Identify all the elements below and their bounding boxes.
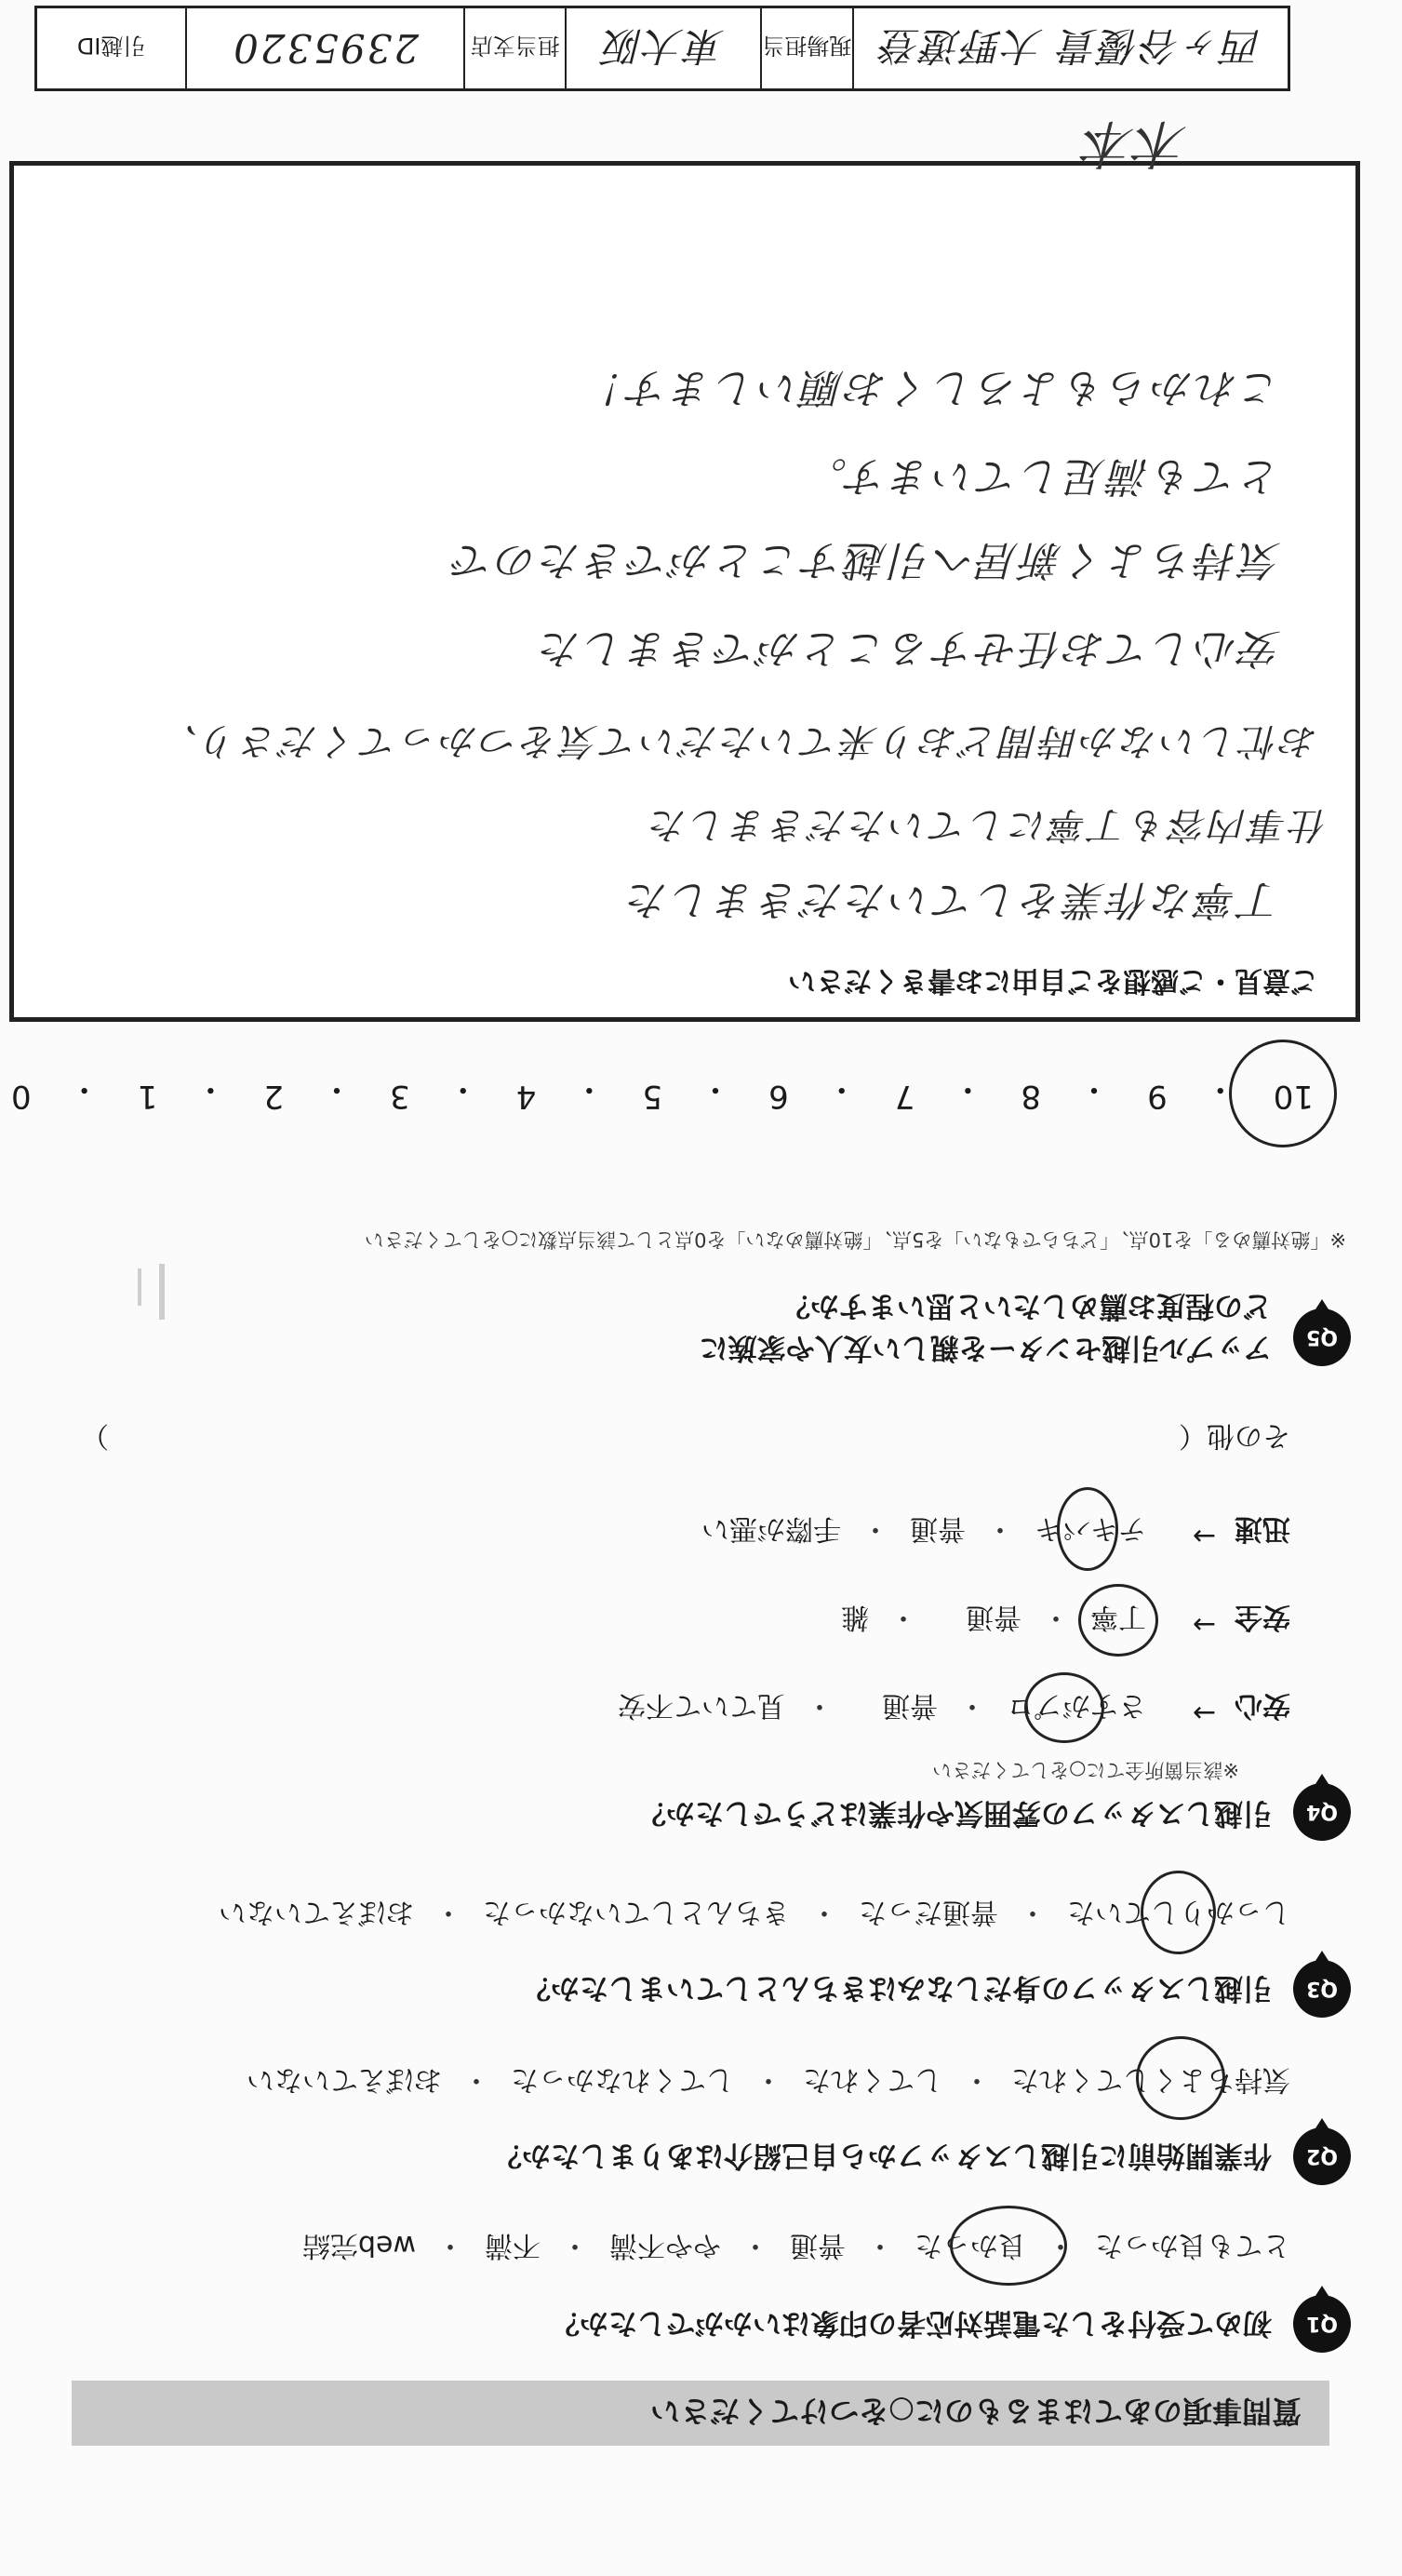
- comment-line: 仕事内容も丁寧にしていただきました: [648, 803, 1328, 846]
- instruction-text: 質問事項のあてはまるものに○をつけてください: [650, 2394, 1302, 2429]
- q5-question-line1: アップル引越センターを親しい友人や家族に: [699, 1331, 1272, 1364]
- q5-score[interactable]: 5: [642, 1078, 663, 1115]
- q4-other-close: ）: [81, 1419, 109, 1452]
- q4-option[interactable]: 普通: [882, 1689, 938, 1722]
- q5-score[interactable]: 3: [390, 1078, 410, 1115]
- q4-option-selected[interactable]: テキパキ: [1035, 1512, 1146, 1545]
- comment-line: 安心してお任せすることができました: [538, 624, 1281, 672]
- q4-row-options: テキパキ ・ 普通 ・ 手際が悪い: [701, 1511, 1146, 1552]
- q5-score[interactable]: 2: [263, 1078, 284, 1115]
- q4-option[interactable]: 手際が悪い: [701, 1512, 841, 1545]
- q1-option[interactable]: 不満: [485, 2229, 541, 2261]
- q5-scale: 10 ・ 9 ・ 8 ・ 7 ・ 6 ・ 5 ・ 4 ・ 3 ・ 2 ・ 1 ・ 0: [11, 1070, 1314, 1115]
- q4-question: 引越しスタッフの雰囲気や作業はどうでしたか？: [637, 1796, 1272, 1830]
- field-staff-label: 現場担当: [760, 8, 853, 88]
- q4-option-selected[interactable]: さすがプロ: [1007, 1689, 1146, 1722]
- q4-selection-circle: [1057, 1487, 1118, 1571]
- q1-option[interactable]: とても良かった: [1095, 2229, 1290, 2261]
- q1-option[interactable]: 普通: [790, 2229, 846, 2261]
- q4-other-label: その他（: [1179, 1419, 1290, 1452]
- field-staff-value: 西ヶ谷優貴 大野遼登: [852, 8, 1288, 88]
- arrow-icon: →: [1192, 1520, 1216, 1552]
- comment-line: お忙しいなか時間どおり来ていただいて気をつかってくださり、: [158, 719, 1318, 762]
- info-table: [34, 6, 1290, 91]
- comments-label: ご意見・ご感想をご自由にお書きください: [788, 964, 1318, 997]
- scan-smudge: [138, 1268, 141, 1306]
- q5-score[interactable]: 0: [11, 1078, 32, 1115]
- scan-smudge: [159, 1264, 165, 1320]
- arrow-icon: →: [1192, 1697, 1216, 1729]
- q4-row-label: 安心: [1235, 1689, 1290, 1722]
- q5-note: ※「絶対薦める」を10点、「どちらでもない」を5点、「絶対薦めない」を0点として該当点数に○をしてください: [364, 1228, 1346, 1251]
- q5-score[interactable]: 7: [894, 1078, 915, 1115]
- q4-selection-circle: [1024, 1672, 1104, 1743]
- q3-selection-circle: [1141, 1871, 1216, 1954]
- q4-row-options: さすがプロ ・ 普通 ・ 見ていて不安: [618, 1688, 1146, 1729]
- q2-option[interactable]: してくれなかった: [511, 2063, 734, 2096]
- q1-selection-circle: [950, 2206, 1067, 2286]
- q4-option[interactable]: 雑: [841, 1601, 869, 1633]
- q1-option[interactable]: やや不満: [609, 2229, 721, 2261]
- q5-score[interactable]: 6: [768, 1078, 789, 1115]
- q3-badge: Q3: [1293, 1960, 1351, 2018]
- q5-score[interactable]: 4: [515, 1078, 537, 1115]
- q5-selection-circle: [1229, 1040, 1337, 1147]
- q3-option[interactable]: 普通だった: [859, 1896, 998, 1928]
- q5-question-line2: どの程度お薦めしたいと思いますか？: [781, 1289, 1272, 1322]
- q4-option[interactable]: 普通: [910, 1512, 966, 1545]
- q4-row-label: 安全: [1235, 1601, 1290, 1633]
- q2-question: 作業開始前に引越しスタッフから自己紹介はありましたか？: [493, 2139, 1272, 2172]
- q4-option[interactable]: 見ていて不安: [618, 1689, 785, 1722]
- q2-badge: Q2: [1293, 2127, 1351, 2185]
- q5-badge: Q5: [1293, 1308, 1351, 1366]
- q3-question: 引越しスタッフの身だしなみはきちんとしていましたか？: [522, 1971, 1272, 2005]
- q2-option[interactable]: してくれた: [803, 2063, 942, 2096]
- comment-line: 気持ちよく新居へ引越すことができたので: [450, 536, 1281, 584]
- comment-line: 丁寧な作業をしていただきました: [625, 876, 1281, 923]
- q3-option[interactable]: おぼえていない: [219, 1896, 414, 1928]
- q4-note: ※該当箇所全てに○をしてください: [932, 1759, 1239, 1781]
- q4-option-selected[interactable]: 丁寧: [1090, 1601, 1146, 1633]
- q4-row-label: 迅速: [1235, 1512, 1290, 1545]
- comment-line: これからもよろしくお願いします！: [581, 364, 1281, 411]
- q2-options: 気持ちよくしてくれた ・ してくれた ・ してくれなかった ・ おぼえていない: [247, 2062, 1290, 2103]
- q4-other: [81, 1418, 1290, 1459]
- q4-selection-circle: [1078, 1584, 1158, 1657]
- q2-option[interactable]: おぼえていない: [247, 2063, 442, 2096]
- instruction-bar: [72, 2381, 1329, 2446]
- q3-option[interactable]: きちんとしていなかった: [483, 1896, 790, 1928]
- q5-score[interactable]: 9: [1147, 1078, 1168, 1115]
- comments-box: [9, 161, 1360, 1022]
- q5-score[interactable]: 1: [137, 1078, 158, 1115]
- q4-row-options: 丁寧 ・ 普通 ・ 雑: [841, 1600, 1146, 1641]
- q2-option-selected[interactable]: 気持ちよくしてくれた: [1011, 2063, 1290, 2096]
- branch-label: 担当支店: [463, 8, 566, 88]
- q4-option[interactable]: 普通: [966, 1601, 1021, 1633]
- q1-badge: Q1: [1293, 2295, 1351, 2353]
- q1-option[interactable]: web完結: [301, 2229, 416, 2261]
- comment-line: とても満足しています。: [803, 452, 1281, 500]
- arrow-icon: →: [1192, 1608, 1216, 1641]
- move-id-label: 引越ID: [76, 33, 146, 60]
- q1-options: とても良かった ・ 良かった ・ 普通 ・ やや不満 ・ 不満 ・ web完結: [302, 2228, 1290, 2269]
- q2-selection-circle: [1136, 2036, 1225, 2120]
- q4-badge: Q4: [1293, 1783, 1351, 1841]
- q5-score[interactable]: 8: [1021, 1078, 1042, 1115]
- handwritten-signature: 木本: [1084, 113, 1188, 173]
- q5-score-selected[interactable]: 10: [1273, 1078, 1314, 1115]
- move-id-value: 2395320: [185, 8, 463, 88]
- q3-options: しっかりしていた ・ 普通だった ・ きちんとしていなかった ・ おぼえていない: [219, 1895, 1290, 1936]
- q1-option-selected[interactable]: 良かった: [915, 2229, 1026, 2261]
- q1-question: 初めて受付をした電話対応者の印象はいかがでしたか？: [551, 2306, 1272, 2340]
- q3-option-selected[interactable]: しっかりしていた: [1067, 1896, 1290, 1928]
- branch-value: 東大阪: [565, 8, 759, 88]
